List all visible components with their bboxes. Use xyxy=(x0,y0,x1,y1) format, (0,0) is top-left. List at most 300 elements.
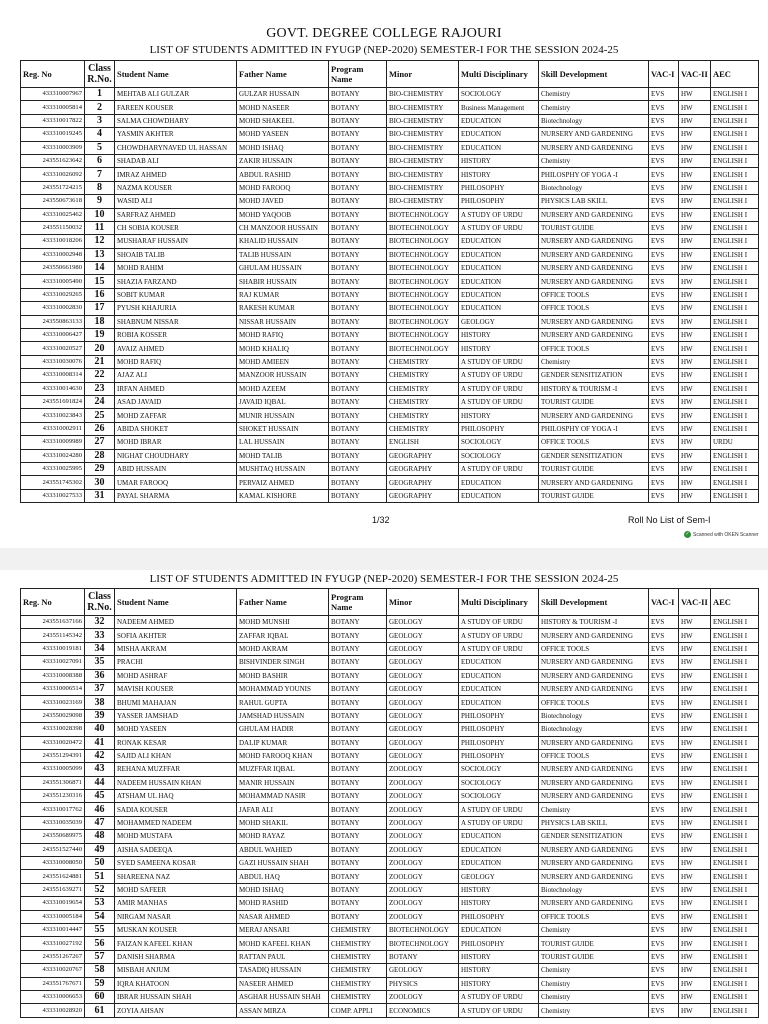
cell-multi-disciplinary: PHILOSOPHY xyxy=(459,181,539,194)
cell-multi-disciplinary: PHILOSOPHY xyxy=(459,736,539,749)
cell-reg-no: 433310035039 xyxy=(21,816,85,829)
cell-father-name: MERAJ ANSARI xyxy=(237,923,329,936)
cell-aec: ENGLISH I xyxy=(711,803,759,816)
cell-student-name: NIGHAT CHOUDHARY xyxy=(115,449,237,462)
cell-reg-no: 433310020472 xyxy=(21,736,85,749)
cell-minor: GEOLOGY xyxy=(387,682,459,695)
cell-multi-disciplinary: PHILOSOPHY xyxy=(459,910,539,923)
header-program-name: Program Name xyxy=(329,61,387,88)
cell-multi-disciplinary: EDUCATION xyxy=(459,857,539,870)
cell-vac-2: HW xyxy=(679,709,711,722)
cell-program: BOTANY xyxy=(329,476,387,489)
cell-multi-disciplinary: EDUCATION xyxy=(459,696,539,709)
cell-aec: ENGLISH I xyxy=(711,248,759,261)
cell-class-roll: 27 xyxy=(85,436,115,449)
cell-aec: ENGLISH I xyxy=(711,937,759,950)
cell-reg-no: 433310019181 xyxy=(21,642,85,655)
cell-minor: GEOLOGY xyxy=(387,749,459,762)
cell-minor: ENGLISH xyxy=(387,436,459,449)
cell-program: BOTANY xyxy=(329,462,387,475)
cell-multi-disciplinary: A STUDY OF URDU xyxy=(459,990,539,1003)
cell-vac-1: EVS xyxy=(649,302,679,315)
cell-student-name: SHAZIA FARZAND xyxy=(115,275,237,288)
cell-program: BOTANY xyxy=(329,696,387,709)
cell-aec: ENGLISH I xyxy=(711,883,759,896)
cell-multi-disciplinary: HISTORY xyxy=(459,329,539,342)
cell-skill-development: NURSERY AND GARDENING xyxy=(539,329,649,342)
cell-program: BOTANY xyxy=(329,449,387,462)
cell-class-roll: 34 xyxy=(85,642,115,655)
cell-student-name: MOHD RAFIQ xyxy=(115,355,237,368)
cell-class-roll: 38 xyxy=(85,696,115,709)
cell-multi-disciplinary: EDUCATION xyxy=(459,114,539,127)
cell-aec: ENGLISH I xyxy=(711,128,759,141)
cell-father-name: MANIR HUSSAIN xyxy=(237,776,329,789)
cell-program: BOTANY xyxy=(329,830,387,843)
cell-aec: ENGLISH I xyxy=(711,923,759,936)
table-row xyxy=(21,964,759,977)
cell-skill-development: NURSERY AND GARDENING xyxy=(539,141,649,154)
cell-class-roll: 6 xyxy=(85,154,115,167)
cell-aec: ENGLISH I xyxy=(711,656,759,669)
cell-student-name: RONAK KESAR xyxy=(115,736,237,749)
cell-class-roll: 16 xyxy=(85,288,115,301)
cell-multi-disciplinary: EDUCATION xyxy=(459,476,539,489)
table-header-row xyxy=(21,61,759,88)
cell-class-roll: 45 xyxy=(85,790,115,803)
cell-student-name: MOHAMMED NADEEM xyxy=(115,816,237,829)
cell-reg-no: 243551637166 xyxy=(21,616,85,629)
cell-multi-disciplinary: SOCIOLOGY xyxy=(459,763,539,776)
cell-vac-2: HW xyxy=(679,128,711,141)
cell-aec: ENGLISH I xyxy=(711,208,759,221)
cell-minor: BIOTECHNOLOGY xyxy=(387,275,459,288)
cell-vac-2: HW xyxy=(679,436,711,449)
cell-multi-disciplinary: A STUDY OF URDU xyxy=(459,803,539,816)
cell-skill-development: Chemistry xyxy=(539,88,649,101)
cell-minor: ZOOLOGY xyxy=(387,870,459,883)
cell-aec: ENGLISH I xyxy=(711,154,759,167)
cell-class-roll: 25 xyxy=(85,409,115,422)
cell-student-name: MOHD ZAFFAR xyxy=(115,409,237,422)
cell-reg-no: 433310023169 xyxy=(21,696,85,709)
cell-reg-no: 433310006514 xyxy=(21,682,85,695)
cell-program: COMP. APPLI xyxy=(329,1004,387,1017)
cell-aec: ENGLISH I xyxy=(711,315,759,328)
cell-aec: ENGLISH I xyxy=(711,395,759,408)
cell-class-roll: 40 xyxy=(85,723,115,736)
cell-vac-1: EVS xyxy=(649,897,679,910)
cell-father-name: TASADIQ HUSSAIN xyxy=(237,964,329,977)
page-2 xyxy=(0,548,768,1024)
cell-reg-no: 433310002948 xyxy=(21,248,85,261)
cell-minor: GEOGRAPHY xyxy=(387,476,459,489)
cell-vac-2: HW xyxy=(679,950,711,963)
cell-class-roll: 10 xyxy=(85,208,115,221)
cell-aec: ENGLISH I xyxy=(711,369,759,382)
cell-minor: CHEMISTRY xyxy=(387,409,459,422)
cell-reg-no: 433310027192 xyxy=(21,937,85,950)
cell-vac-1: EVS xyxy=(649,208,679,221)
cell-class-roll: 57 xyxy=(85,950,115,963)
cell-student-name: AJAZ ALI xyxy=(115,369,237,382)
cell-father-name: MOHD FAROOQ xyxy=(237,181,329,194)
cell-vac-2: HW xyxy=(679,763,711,776)
cell-student-name: BHUMI MAHAJAN xyxy=(115,696,237,709)
cell-multi-disciplinary: HISTORY xyxy=(459,964,539,977)
cell-student-name: IRFAN AHMED xyxy=(115,382,237,395)
cell-multi-disciplinary: PHILOSOPHY xyxy=(459,422,539,435)
cell-class-roll: 3 xyxy=(85,114,115,127)
cell-aec: ENGLISH I xyxy=(711,763,759,776)
cell-aec: ENGLISH I xyxy=(711,669,759,682)
cell-father-name: LAL HUSSAIN xyxy=(237,436,329,449)
cell-aec: ENGLISH I xyxy=(711,168,759,181)
cell-aec: ENGLISH I xyxy=(711,870,759,883)
cell-class-roll: 60 xyxy=(85,990,115,1003)
cell-vac-1: EVS xyxy=(649,696,679,709)
cell-program: CHEMISTRY xyxy=(329,923,387,936)
cell-vac-2: HW xyxy=(679,937,711,950)
cell-multi-disciplinary: A STUDY OF URDU xyxy=(459,816,539,829)
cell-father-name: ABDUL HAQ xyxy=(237,870,329,883)
cell-minor: PHYSICS xyxy=(387,977,459,990)
header-reg-no: Reg. No xyxy=(21,589,85,616)
cell-multi-disciplinary: A STUDY OF URDU xyxy=(459,642,539,655)
cell-vac-2: HW xyxy=(679,816,711,829)
cell-vac-2: HW xyxy=(679,262,711,275)
cell-father-name: MOHD TALIB xyxy=(237,449,329,462)
table-row xyxy=(21,128,759,141)
cell-skill-development: Biotechnology xyxy=(539,723,649,736)
cell-multi-disciplinary: EDUCATION xyxy=(459,302,539,315)
header-multi-disciplinary: Multi Disciplinary xyxy=(459,589,539,616)
cell-skill-development: NURSERY AND GARDENING xyxy=(539,476,649,489)
cell-vac-2: HW xyxy=(679,723,711,736)
cell-student-name: MUSHARAF HUSSAIN xyxy=(115,235,237,248)
cell-vac-1: EVS xyxy=(649,195,679,208)
cell-program: BOTANY xyxy=(329,101,387,114)
cell-class-roll: 53 xyxy=(85,897,115,910)
cell-vac-1: EVS xyxy=(649,629,679,642)
cell-student-name: FAREEN KOUSER xyxy=(115,101,237,114)
cell-vac-2: HW xyxy=(679,248,711,261)
cell-skill-development: OFFICE TOOLS xyxy=(539,302,649,315)
table-row xyxy=(21,235,759,248)
cell-skill-development: Chemistry xyxy=(539,990,649,1003)
cell-student-name: NAZMA KOUSER xyxy=(115,181,237,194)
cell-reg-no: 433310008388 xyxy=(21,669,85,682)
table-row xyxy=(21,462,759,475)
cell-class-roll: 12 xyxy=(85,235,115,248)
cell-vac-1: EVS xyxy=(649,950,679,963)
table-row xyxy=(21,937,759,950)
cell-student-name: SHAREENA NAZ xyxy=(115,870,237,883)
college-title: GOVT. DEGREE COLLEGE RAJOURI xyxy=(266,26,502,41)
cell-multi-disciplinary: PHILOSOPHY xyxy=(459,937,539,950)
cell-vac-1: EVS xyxy=(649,937,679,950)
cell-reg-no: 433310014630 xyxy=(21,382,85,395)
scanner-logo-icon: ✓ xyxy=(685,531,690,537)
cell-vac-1: EVS xyxy=(649,883,679,896)
cell-program: CHEMISTRY xyxy=(329,937,387,950)
cell-class-roll: 52 xyxy=(85,883,115,896)
cell-minor: ZOOLOGY xyxy=(387,803,459,816)
header-minor: Minor xyxy=(387,589,459,616)
cell-reg-no: 243550661980 xyxy=(21,262,85,275)
cell-program: CHEMISTRY xyxy=(329,950,387,963)
table-row xyxy=(21,776,759,789)
cell-multi-disciplinary: A STUDY OF URDU xyxy=(459,208,539,221)
cell-class-roll: 39 xyxy=(85,709,115,722)
cell-student-name: IBRAR HUSSAIN SHAH xyxy=(115,990,237,1003)
cell-minor: BIO-CHEMISTRY xyxy=(387,181,459,194)
cell-reg-no: 433310020767 xyxy=(21,964,85,977)
cell-vac-2: HW xyxy=(679,329,711,342)
cell-vac-2: HW xyxy=(679,88,711,101)
cell-skill-development: NURSERY AND GARDENING xyxy=(539,315,649,328)
cell-vac-2: HW xyxy=(679,696,711,709)
cell-minor: CHEMISTRY xyxy=(387,355,459,368)
cell-multi-disciplinary: SOCIOLOGY xyxy=(459,790,539,803)
cell-program: BOTANY xyxy=(329,288,387,301)
cell-multi-disciplinary: SOCIOLOGY xyxy=(459,449,539,462)
cell-class-roll: 7 xyxy=(85,168,115,181)
cell-father-name: MOHD YAQOOB xyxy=(237,208,329,221)
cell-vac-2: HW xyxy=(679,342,711,355)
cell-reg-no: 243551145342 xyxy=(21,629,85,642)
table-row xyxy=(21,422,759,435)
cell-class-roll: 29 xyxy=(85,462,115,475)
cell-program: BOTANY xyxy=(329,315,387,328)
cell-student-name: SARFRAZ AHMED xyxy=(115,208,237,221)
header-class-roll: Class R.No. xyxy=(85,61,115,88)
list-title-page-2: LIST OF STUDENTS ADMITTED IN FYUGP (NEP-2020) SEMESTER-I FOR THE SESSION 2024-25 xyxy=(149,573,619,585)
cell-father-name: GULZAR HUSSAIN xyxy=(237,88,329,101)
cell-program: BOTANY xyxy=(329,262,387,275)
cell-reg-no: 433310008314 xyxy=(21,369,85,382)
cell-skill-development: Chemistry xyxy=(539,977,649,990)
cell-skill-development: OFFICE TOOLS xyxy=(539,749,649,762)
cell-multi-disciplinary: A STUDY OF URDU xyxy=(459,382,539,395)
cell-vac-2: HW xyxy=(679,154,711,167)
table-row xyxy=(21,843,759,856)
cell-vac-2: HW xyxy=(679,141,711,154)
cell-aec: ENGLISH I xyxy=(711,462,759,475)
cell-vac-2: HW xyxy=(679,682,711,695)
cell-vac-2: HW xyxy=(679,208,711,221)
cell-reg-no: 243550029098 xyxy=(21,709,85,722)
cell-class-roll: 48 xyxy=(85,830,115,843)
cell-student-name: MOHD RAHIM xyxy=(115,262,237,275)
cell-student-name: SOFIA AKHTER xyxy=(115,629,237,642)
cell-vac-1: EVS xyxy=(649,616,679,629)
cell-vac-2: HW xyxy=(679,803,711,816)
cell-multi-disciplinary: PHILOSOPHY xyxy=(459,195,539,208)
cell-student-name: MOHD SAFEER xyxy=(115,883,237,896)
cell-student-name: MOHD IBRAR xyxy=(115,436,237,449)
cell-reg-no: 433310025462 xyxy=(21,208,85,221)
cell-vac-2: HW xyxy=(679,195,711,208)
cell-vac-2: HW xyxy=(679,843,711,856)
cell-vac-1: EVS xyxy=(649,910,679,923)
cell-father-name: MOHD SHAKEEL xyxy=(237,114,329,127)
cell-student-name: CH SOBIA KOUSER xyxy=(115,221,237,234)
cell-aec: ENGLISH I xyxy=(711,181,759,194)
cell-student-name: YASSER JAMSHAD xyxy=(115,709,237,722)
table-row xyxy=(21,616,759,629)
cell-student-name: SALMA CHOWDHARY xyxy=(115,114,237,127)
cell-reg-no: 243550689975 xyxy=(21,830,85,843)
cell-program: BOTANY xyxy=(329,749,387,762)
table-row xyxy=(21,248,759,261)
cell-skill-development: NURSERY AND GARDENING xyxy=(539,409,649,422)
cell-father-name: MOHD YASEEN xyxy=(237,128,329,141)
cell-class-roll: 37 xyxy=(85,682,115,695)
table-body-page-1 xyxy=(21,88,759,503)
cell-reg-no: 433310005184 xyxy=(21,910,85,923)
table-row xyxy=(21,923,759,936)
cell-vac-1: EVS xyxy=(649,462,679,475)
cell-reg-no: 433310020527 xyxy=(21,342,85,355)
cell-father-name: RAHUL GUPTA xyxy=(237,696,329,709)
cell-vac-2: HW xyxy=(679,476,711,489)
cell-student-name: UMAR FAROOQ xyxy=(115,476,237,489)
cell-minor: ZOOLOGY xyxy=(387,897,459,910)
cell-class-roll: 18 xyxy=(85,315,115,328)
cell-skill-development: NURSERY AND GARDENING xyxy=(539,669,649,682)
cell-vac-1: EVS xyxy=(649,749,679,762)
cell-program: BOTANY xyxy=(329,128,387,141)
cell-class-roll: 30 xyxy=(85,476,115,489)
cell-student-name: SAJID ALI KHAN xyxy=(115,749,237,762)
cell-reg-no: 433310025995 xyxy=(21,462,85,475)
cell-vac-1: EVS xyxy=(649,476,679,489)
cell-class-roll: 15 xyxy=(85,275,115,288)
cell-minor: GEOLOGY xyxy=(387,642,459,655)
cell-aec: ENGLISH I xyxy=(711,449,759,462)
cell-father-name: MOHAMMAD YOUNIS xyxy=(237,682,329,695)
cell-multi-disciplinary: EDUCATION xyxy=(459,262,539,275)
cell-class-roll: 41 xyxy=(85,736,115,749)
students-table-page-2 xyxy=(20,588,759,1018)
cell-father-name: NASAR AHMED xyxy=(237,910,329,923)
cell-skill-development: OFFICE TOOLS xyxy=(539,288,649,301)
cell-father-name: MOHD AMIEEN xyxy=(237,355,329,368)
cell-father-name: JAFAR ALI xyxy=(237,803,329,816)
cell-class-roll: 2 xyxy=(85,101,115,114)
cell-skill-development: Chemistry xyxy=(539,101,649,114)
cell-skill-development: NURSERY AND GARDENING xyxy=(539,128,649,141)
table-row xyxy=(21,977,759,990)
cell-class-roll: 51 xyxy=(85,870,115,883)
cell-program: BOTANY xyxy=(329,790,387,803)
table-row xyxy=(21,629,759,642)
cell-class-roll: 8 xyxy=(85,181,115,194)
cell-father-name: ABDUL RASHID xyxy=(237,168,329,181)
cell-student-name: PYUSH KHAJURIA xyxy=(115,302,237,315)
table-row xyxy=(21,682,759,695)
cell-reg-no: 433310002911 xyxy=(21,422,85,435)
cell-vac-1: EVS xyxy=(649,342,679,355)
cell-father-name: ABDUL WAHIED xyxy=(237,843,329,856)
cell-father-name: JAMSHAD HUSSAIN xyxy=(237,709,329,722)
cell-multi-disciplinary: EDUCATION xyxy=(459,235,539,248)
cell-vac-1: EVS xyxy=(649,141,679,154)
cell-minor: ZOOLOGY xyxy=(387,816,459,829)
cell-vac-1: EVS xyxy=(649,723,679,736)
cell-vac-2: HW xyxy=(679,235,711,248)
cell-skill-development: NURSERY AND GARDENING xyxy=(539,843,649,856)
cell-minor: ZOOLOGY xyxy=(387,776,459,789)
cell-aec: ENGLISH I xyxy=(711,288,759,301)
cell-reg-no: 433310005490 xyxy=(21,275,85,288)
cell-vac-1: EVS xyxy=(649,275,679,288)
cell-program: CHEMISTRY xyxy=(329,990,387,1003)
cell-father-name: PERVAIZ AHMED xyxy=(237,476,329,489)
table-row xyxy=(21,669,759,682)
cell-minor: GEOLOGY xyxy=(387,669,459,682)
cell-vac-2: HW xyxy=(679,382,711,395)
cell-student-name: AMIR MANHAS xyxy=(115,897,237,910)
cell-program: CHEMISTRY xyxy=(329,977,387,990)
cell-reg-no: 243550863133 xyxy=(21,315,85,328)
cell-vac-1: EVS xyxy=(649,790,679,803)
cell-skill-development: NURSERY AND GARDENING xyxy=(539,248,649,261)
cell-father-name: MOHD JAVED xyxy=(237,195,329,208)
cell-skill-development: PHILOSPHY OF YOGA -I xyxy=(539,168,649,181)
table-row xyxy=(21,288,759,301)
table-row xyxy=(21,369,759,382)
cell-skill-development: NURSERY AND GARDENING xyxy=(539,629,649,642)
cell-aec: ENGLISH I xyxy=(711,114,759,127)
cell-class-roll: 36 xyxy=(85,669,115,682)
cell-class-roll: 58 xyxy=(85,964,115,977)
cell-aec: ENGLISH I xyxy=(711,476,759,489)
cell-vac-2: HW xyxy=(679,790,711,803)
cell-program: BOTANY xyxy=(329,883,387,896)
cell-aec: ENGLISH I xyxy=(711,235,759,248)
cell-vac-1: EVS xyxy=(649,128,679,141)
cell-program: BOTANY xyxy=(329,302,387,315)
cell-father-name: RAKESH KUMAR xyxy=(237,302,329,315)
cell-father-name: MOHD NASEER xyxy=(237,101,329,114)
cell-reg-no: 433310002830 xyxy=(21,302,85,315)
cell-father-name: MOHD KHALIQ xyxy=(237,342,329,355)
table-row xyxy=(21,395,759,408)
cell-skill-development: NURSERY AND GARDENING xyxy=(539,275,649,288)
cell-vac-1: EVS xyxy=(649,154,679,167)
cell-class-roll: 13 xyxy=(85,248,115,261)
scanner-watermark xyxy=(684,531,759,538)
cell-vac-2: HW xyxy=(679,857,711,870)
cell-vac-1: EVS xyxy=(649,369,679,382)
cell-program: BOTANY xyxy=(329,616,387,629)
cell-skill-development: GENDER SENSITIZATION xyxy=(539,449,649,462)
cell-vac-2: HW xyxy=(679,302,711,315)
cell-skill-development: Biotechnology xyxy=(539,114,649,127)
cell-multi-disciplinary: HISTORY xyxy=(459,168,539,181)
cell-class-roll: 21 xyxy=(85,355,115,368)
table-row xyxy=(21,275,759,288)
cell-aec: ENGLISH I xyxy=(711,642,759,655)
cell-student-name: YASMIN AKHTER xyxy=(115,128,237,141)
cell-student-name: SYED SAMEENA KOSAR xyxy=(115,857,237,870)
cell-multi-disciplinary: EDUCATION xyxy=(459,830,539,843)
cell-minor: GEOLOGY xyxy=(387,709,459,722)
cell-program: BOTANY xyxy=(329,669,387,682)
cell-vac-1: EVS xyxy=(649,315,679,328)
